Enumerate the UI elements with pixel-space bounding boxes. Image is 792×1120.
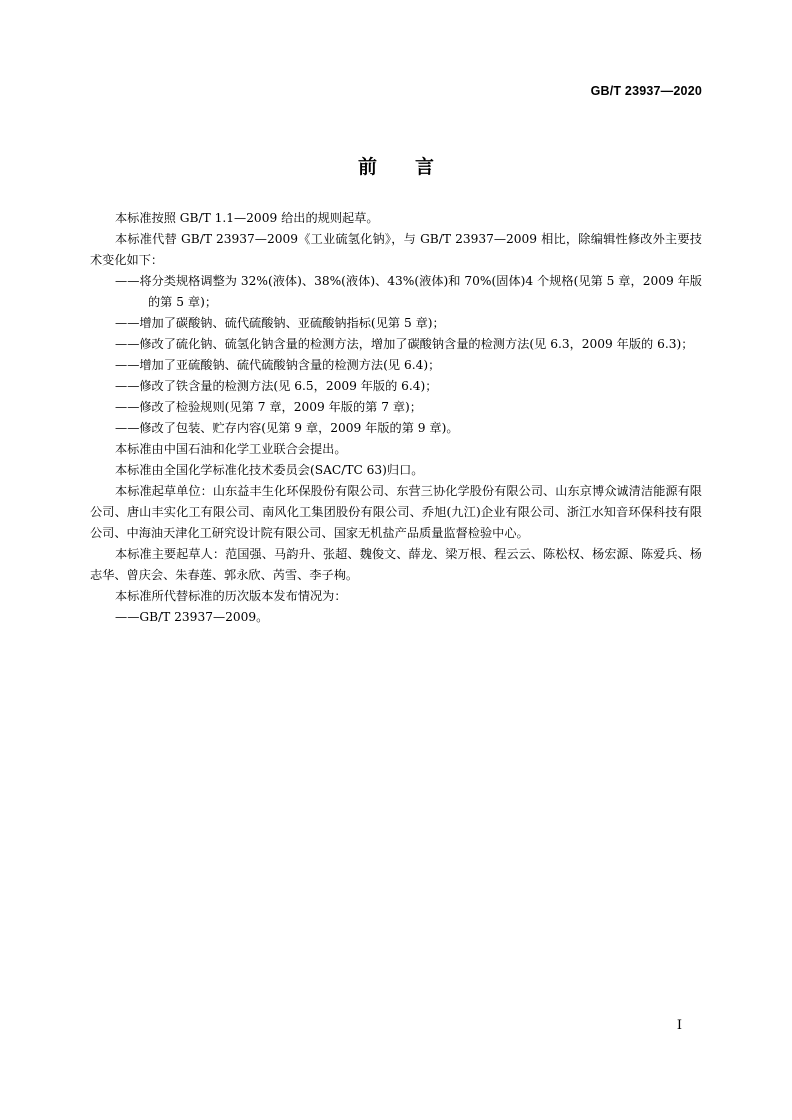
paragraph-drafting-rule: 本标准按照 GB/T 1.1—2009 给出的规则起草。 xyxy=(115,211,379,225)
change-item: ——增加了碳酸钠、硫代硫酸钠、亚硫酸钠指标(见第 5 章)； xyxy=(115,316,445,330)
paragraph-history-intro: 本标准所代替标准的历次版本发布情况为： xyxy=(115,589,347,603)
page-number: I xyxy=(676,1018,682,1033)
paragraph-proposed-by: 本标准由中国石油和化学工业联合会提出。 xyxy=(115,442,347,456)
paragraph-under-jurisdiction: 本标准由全国化学标准化技术委员会(SAC/TC 63)归口。 xyxy=(115,463,424,477)
change-item: ——修改了硫化钠、硫氢化钠含量的检测方法，增加了碳酸钠含量的检测方法(见 6.3，2009 年版的 6.3)； xyxy=(115,337,694,351)
paragraph-drafters: 本标准主要起草人：范国强、马韵升、张超、魏俊文、薛龙、梁万根、程云云、陈松权、杨宏源、陈爱兵、杨志华、曾庆会、朱春莲、郭永欣、芮雪、李子栒。 xyxy=(90,547,702,582)
change-item: ——修改了包装、贮存内容(见第 9 章，2009 年版的第 9 章)。 xyxy=(115,421,459,435)
page-title: 前言 xyxy=(357,156,472,178)
paragraph-replacement: 本标准代替 GB/T 23937—2009《工业硫氢化钠》，与 GB/T 23937—2009 相比，除编辑性修改外主要技术变化如下： xyxy=(90,232,702,267)
standard-code: GB/T 23937—2020 xyxy=(590,84,702,98)
document-body xyxy=(90,208,702,628)
paragraph-drafting-units: 本标准起草单位：山东益丰生化环保股份有限公司、东营三协化学股份有限公司、山东京博众诚清洁能源有限公司、唐山丰实化工有限公司、南风化工集团股份有限公司、乔旭(九江)企业有限公司、浙江水知音环保科技有限公司、中海油天津化工研究设计院有限公司、国家无机盐产品质量监督检验中心。 xyxy=(90,484,702,540)
change-item: ——将分类规格调整为 32%(液体)、38%(液体)、43%(液体)和 70%(固体)4 个规格(见第 5 章，2009 年版的第 5 章)； xyxy=(115,274,702,309)
change-item: ——修改了铁含量的检测方法(见 6.5，2009 年版的 6.4)； xyxy=(115,379,438,393)
change-item: ——修改了检验规则(见第 7 章，2009 年版的第 7 章)； xyxy=(115,400,422,414)
history-item: ——GB/T 23937—2009。 xyxy=(115,610,269,624)
change-item: ——增加了亚硫酸钠、硫代硫酸钠含量的检测方法(见 6.4)； xyxy=(115,358,441,372)
